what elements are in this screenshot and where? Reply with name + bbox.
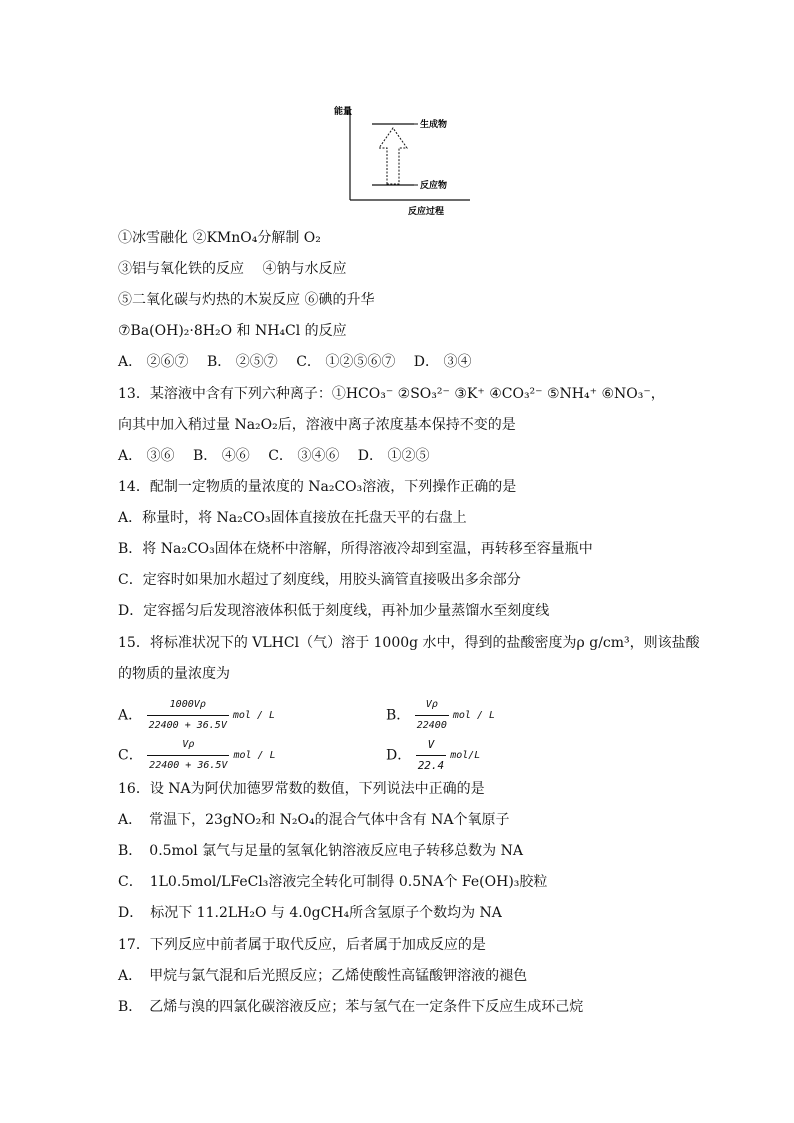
q15-d-num: V: [416, 736, 447, 756]
q15-d-label: D．: [386, 747, 412, 764]
q15-option-a: [118, 696, 275, 735]
q15-b-label: B．: [386, 707, 411, 724]
energy-diagram: [330, 104, 490, 216]
q15-c-fraction: [147, 736, 229, 775]
q14-stem: 14．配制一定物质的量浓度的 Na₂CO₃溶液，下列操作正确的是: [118, 479, 517, 495]
q15-c-unit: mol / L: [233, 749, 276, 761]
q15-d-fraction: [416, 736, 447, 775]
reactant-label: 反应物: [420, 181, 448, 191]
q13-stem-2: 向其中加入稍过量 Na₂O₂后，溶液中离子浓度基本保持不变的是: [118, 417, 516, 433]
q12-items-2: ③铝与氧化铁的反应 ④钠与水反应: [118, 261, 347, 277]
q15-a-fraction: [147, 696, 229, 735]
y-axis-label: 能量: [334, 107, 353, 117]
q15-a-num: 1000Vρ: [147, 696, 229, 716]
q15-stem-1: 15．将标准状况下的 VLHCl（气）溶于 1000g 水中，得到的盐酸密度为ρ g/cm³，则该盐酸: [118, 635, 700, 651]
q14-option-a: A．称量时，将 Na₂CO₃固体直接放在托盘天平的右盘上: [118, 510, 467, 526]
q15-c-den: 22400 + 36.5V: [149, 760, 228, 771]
q16-option-c: C． 1L0.5mol/LFeCl₃溶液完全转化可制得 0.5NA个 Fe(OH)₃胶粒: [118, 874, 548, 890]
q16-option-a: A． 常温下，23gNO₂和 N₂O₄的混合气体中含有 NA个氧原子: [118, 812, 510, 828]
x-axis-label: 反应过程: [408, 207, 445, 216]
q12-options: A． ②⑥⑦ B． ②⑤⑦ C． ①②⑤⑥⑦ D． ③④: [118, 354, 472, 370]
q14-option-d: D．定容摇匀后发现溶液体积低于刻度线，再补加少量蒸馏水至刻度线: [118, 603, 550, 619]
q17-stem: 17．下列反应中前者属于取代反应，后者属于加成反应的是: [118, 937, 486, 953]
q15-a-unit: mol / L: [232, 709, 276, 721]
q12-items-3: ⑤二氧化碳与灼热的木炭反应 ⑥碘的升华: [118, 292, 375, 308]
q17-option-a: A． 甲烷与氯气混和后光照反应；乙烯使酸性高锰酸钾溶液的褪色: [118, 968, 528, 984]
q16-option-d: D． 标况下 11.2LH₂O 与 4.0gCH₄所含氢原子个数均为 NA: [118, 905, 502, 921]
q16-stem: 16．设 NA为阿伏加德罗常数的数值，下列说法中正确的是: [118, 781, 485, 797]
q15-option-c: [118, 736, 276, 775]
q12-items-4: ⑦Ba(OH)₂·8H₂O 和 NH₄Cl 的反应: [118, 323, 347, 339]
q12-items-1: ①冰雪融化 ②KMnO₄分解制 O₂: [118, 230, 321, 246]
q15-d-den: 22.4: [417, 759, 445, 772]
q15-a-label: A．: [118, 707, 143, 724]
q15-c-label: C．: [118, 747, 143, 764]
q16-option-b: B． 0.5mol 氯气与足量的氢氧化钠溶液反应电子转移总数为 NA: [118, 843, 523, 859]
q15-b-unit: mol / L: [452, 709, 496, 721]
q15-a-den: 22400 + 36.5V: [148, 720, 227, 731]
q15-option-b: [386, 696, 495, 735]
q13-stem-1: 13．某溶液中含有下列六种离子：①HCO₃⁻ ②SO₃²⁻ ③K⁺ ④CO₃²⁻ ⑤NH₄⁺ ⑥NO₃⁻，: [118, 386, 665, 402]
q14-option-b: B．将 Na₂CO₃固体在烧杯中溶解，所得溶液冷却到室温，再转移至容量瓶中: [118, 541, 593, 557]
q15-option-d: [386, 736, 480, 775]
q15-stem-2: 的物质的量浓度为: [118, 666, 230, 682]
q15-c-num: Vρ: [147, 736, 229, 756]
q15-d-unit: mol/L: [450, 749, 481, 761]
product-label: 生成物: [420, 120, 448, 130]
q13-options: A． ③⑥ B． ④⑥ C． ③④⑥ D． ①②⑤: [118, 448, 430, 464]
q15-b-fraction: [415, 696, 449, 735]
energy-arrow-icon: [379, 128, 407, 184]
q14-option-c: C．定容时如果加水超过了刻度线，用胶头滴管直接吸出多余部分: [118, 572, 521, 588]
q15-b-num: Vρ: [415, 696, 449, 716]
q15-b-den: 22400: [416, 720, 447, 731]
q17-option-b: B． 乙烯与溴的四氯化碳溶液反应；苯与氢气在一定条件下反应生成环己烷: [118, 999, 584, 1015]
